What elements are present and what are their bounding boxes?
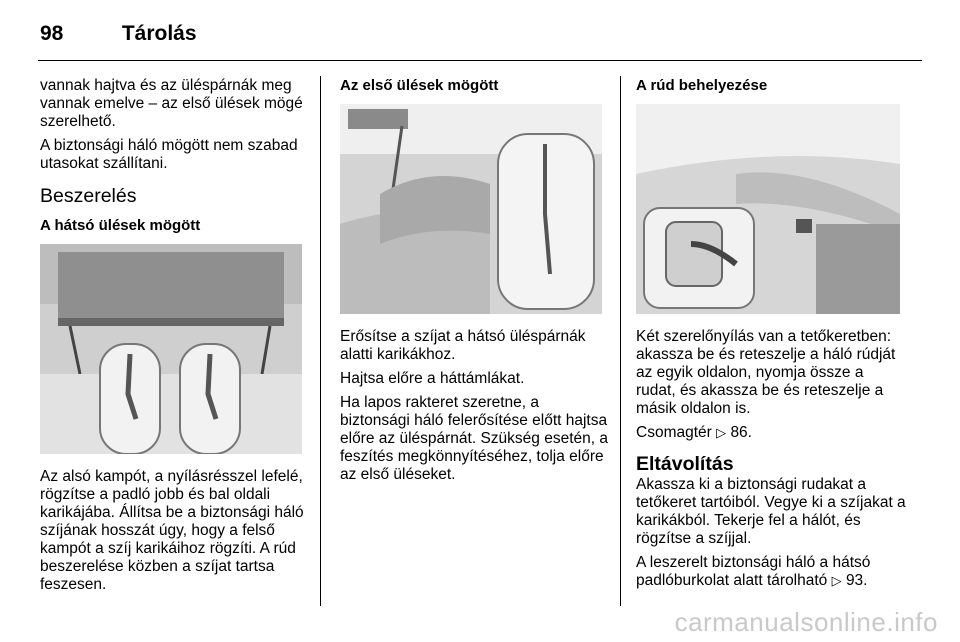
header-divider	[38, 60, 922, 61]
cross-reference-page: 93.	[845, 572, 868, 589]
rear-seat-net-illustration	[40, 244, 302, 454]
paragraph: Akassza ki a biztonsági rudakat a tetőkeret tartóiból. Vegye ki a szíjakat a karikákból. Tekerje fel a hálót, és rögzítse a szíjjal.	[636, 476, 906, 547]
column-divider-2	[620, 76, 621, 606]
subsection-heading: A rúd behelyezése	[636, 77, 768, 94]
paragraph	[636, 424, 906, 442]
column-1	[40, 77, 308, 600]
page-reference-arrow-icon: ▷	[831, 573, 842, 588]
section-heading: Beszerelés	[40, 185, 137, 207]
paragraph: Két szerelőnyílás van a tetőkeretben: akassza be és reteszelje a háló rúdját az egyik oldalon, nyomja össze a rudat, és akassza be és reteszelje a másik oldalon is.	[636, 328, 896, 417]
paragraph: A biztonsági háló mögött nem szabad utasokat szállítani.	[40, 137, 298, 172]
rod-insertion-illustration	[636, 104, 900, 314]
paragraph: Erősítse a szíjat a hátsó üléspárnák alatti karikákhoz.	[340, 328, 586, 363]
column-divider-1	[320, 76, 321, 606]
subsection-heading: Az első ülések mögött	[340, 77, 499, 94]
page-reference-arrow-icon: ▷	[716, 425, 727, 440]
watermark: carmanualsonline.info	[674, 607, 938, 637]
paragraph: Ha lapos rakteret szeretne, a biztonsági háló felerősítése előtt hajtsa előre az üléspárnát. Szükség esetén, a feszítés megkönnyítéséhez, tolja előre az első üléseket.	[340, 394, 608, 483]
cross-reference-page: 86.	[730, 424, 752, 441]
page-number: 98	[40, 22, 64, 45]
cross-reference-text: Csomagtér	[636, 424, 712, 441]
column-3	[636, 77, 906, 596]
paragraph: Hajtsa előre a háttámlákat.	[340, 370, 525, 387]
section-heading: Eltávolítás	[636, 453, 734, 475]
page-header	[40, 22, 197, 46]
paragraph: vannak hajtva és az üléspárnák meg vannak emelve – az első ülések mögé szerelhető.	[40, 77, 303, 130]
paragraph-text: A leszerelt biztonsági háló a hátsó padlóburkolat alatt tárolható	[636, 554, 871, 589]
paragraph	[636, 554, 906, 590]
front-seat-net-illustration	[340, 104, 602, 314]
subsection-heading: A hátsó ülések mögött	[40, 217, 201, 234]
paragraph: Az alsó kampót, a nyílásrésszel lefelé, rögzítse a padló jobb és bal oldali karikájába. Állítsa be a biztonsági háló szíjának hosszát úgy, hogy a felső kampót a szíj karikáihoz rögzíti. A rúd beszerelése közben a szíjat tartsa feszesen.	[40, 468, 304, 593]
page-title: Tárolás	[121, 22, 197, 45]
column-2	[340, 77, 608, 490]
